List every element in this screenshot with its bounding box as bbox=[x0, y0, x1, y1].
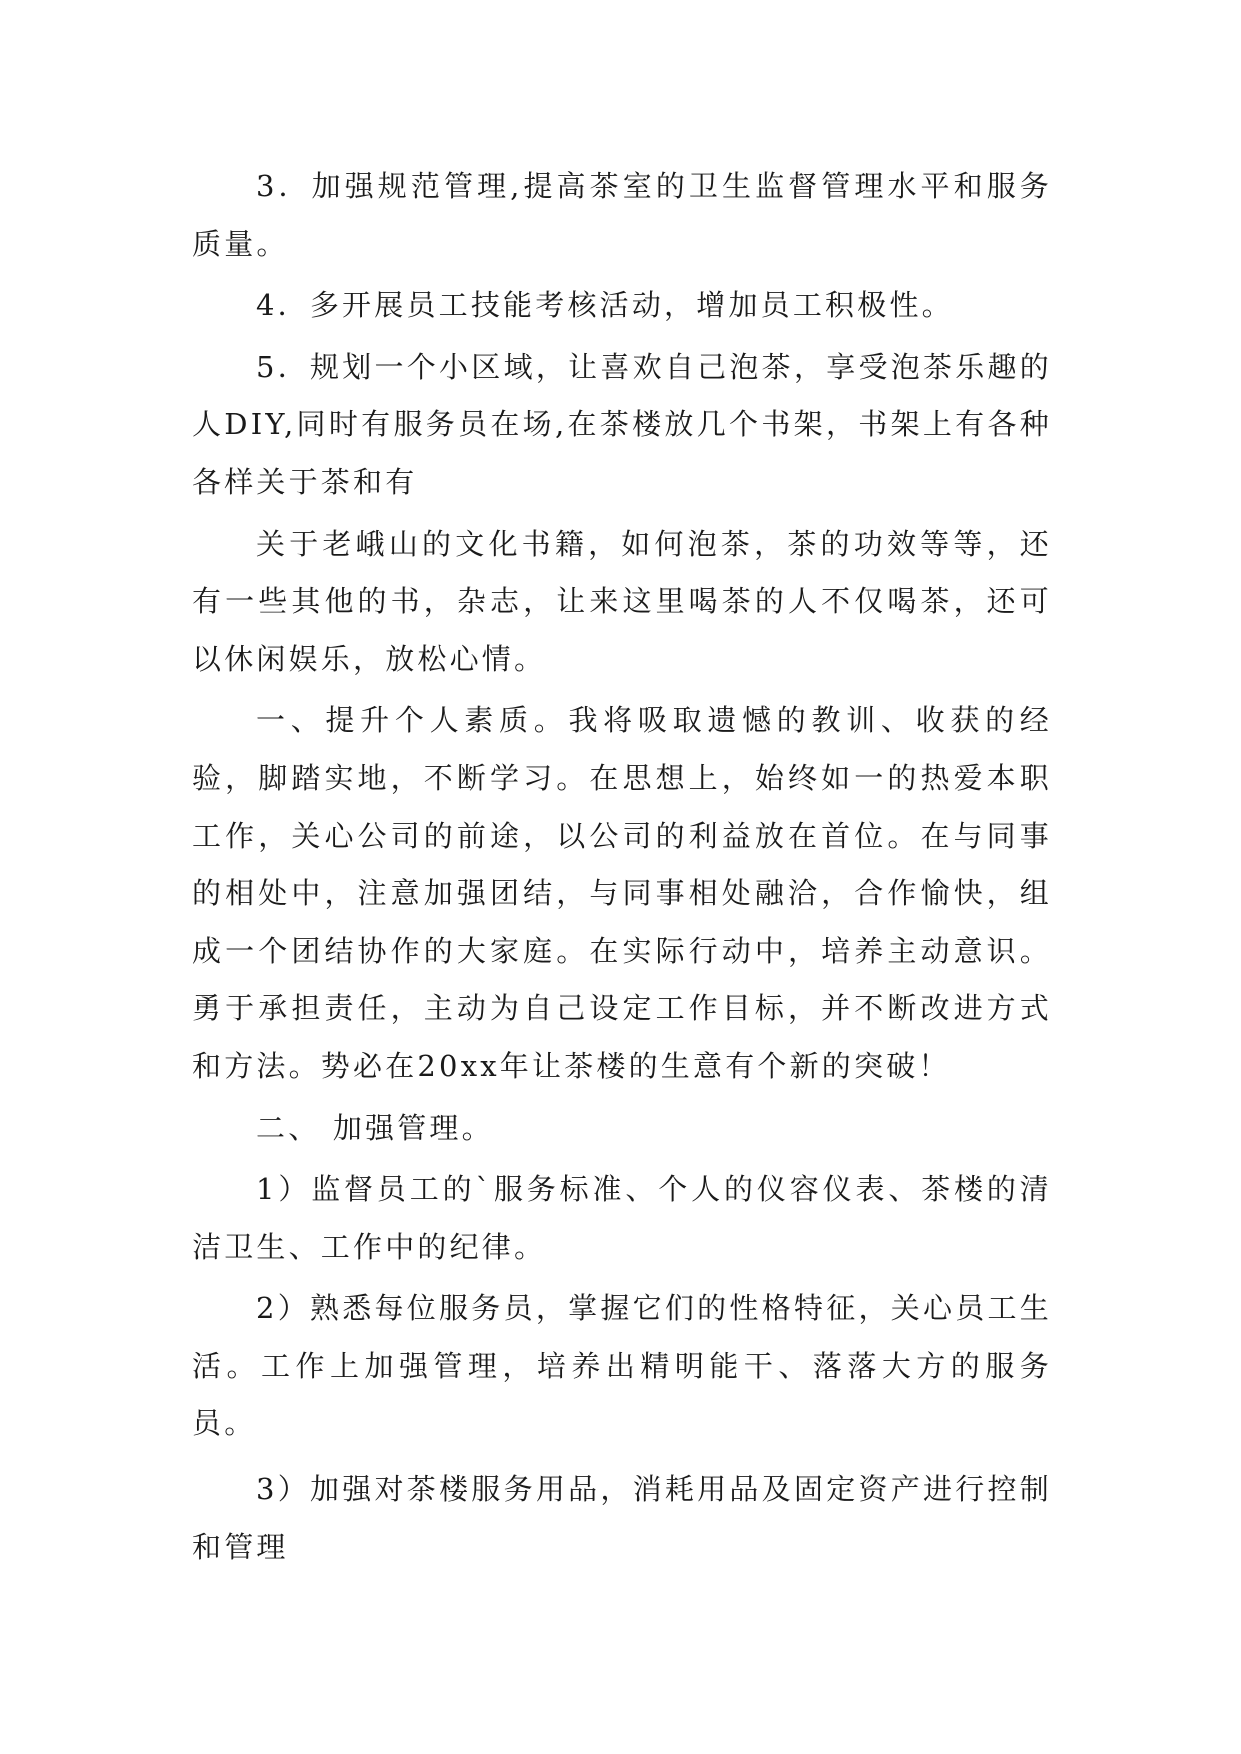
paragraph-strengthen-management-heading: 二、 加强管理。 bbox=[256, 1110, 494, 1145]
paragraph-know-staff: 2）熟悉每位服务员，掌握它们的性格特征，关心员工生活。工作上加强管理，培养出精明能干、落落大方的服务员。 bbox=[192, 1291, 1052, 1441]
paragraph-standardize-management: 3．加强规范管理,提高茶室的卫生监督管理水平和服务质量。 bbox=[192, 169, 1052, 261]
paragraph-diy-area: 5．规划一个小区域，让喜欢自己泡茶，享受泡茶乐趣的人DIY,同时有服务员在场,在茶楼放几个书架，书架上有各种各样关于茶和有 bbox=[192, 349, 1052, 499]
paragraph-culture-books: 关于老峨山的文化书籍，如何泡茶，茶的功效等等，还有一些其他的书，杂志，让来这里喝茶的人不仅喝茶，还可以休闲娱乐，放松心情。 bbox=[192, 526, 1052, 676]
paragraph-supplies-control: 3）加强对茶楼服务用品，消耗用品及固定资产进行控制和管理 bbox=[192, 1472, 1052, 1564]
document-body bbox=[192, 158, 1052, 1576]
paragraph-skill-assessment: 4．多开展员工技能考核活动，增加员工积极性。 bbox=[256, 288, 954, 323]
paragraph-personal-quality: 一、提升个人素质。我将吸取遗憾的教训、收获的经验，脚踏实地，不断学习。在思想上，始终如一的热爱本职工作，关心公司的前途，以公司的利益放在首位。在与同事的相处中，注意加强团结，与同事相处融洽，合作愉快，组成一个团结协作的大家庭。在实际行动中，培养主动意识。勇于承担责任，主动为自己设定工作目标，并不断改进方式和方法。势必在20xx年让茶楼的生意有个新的突破！ bbox=[192, 703, 1052, 1083]
paragraph-supervise-staff: 1）监督员工的`服务标准、个人的仪容仪表、茶楼的清洁卫生、工作中的纪律。 bbox=[192, 1172, 1052, 1264]
